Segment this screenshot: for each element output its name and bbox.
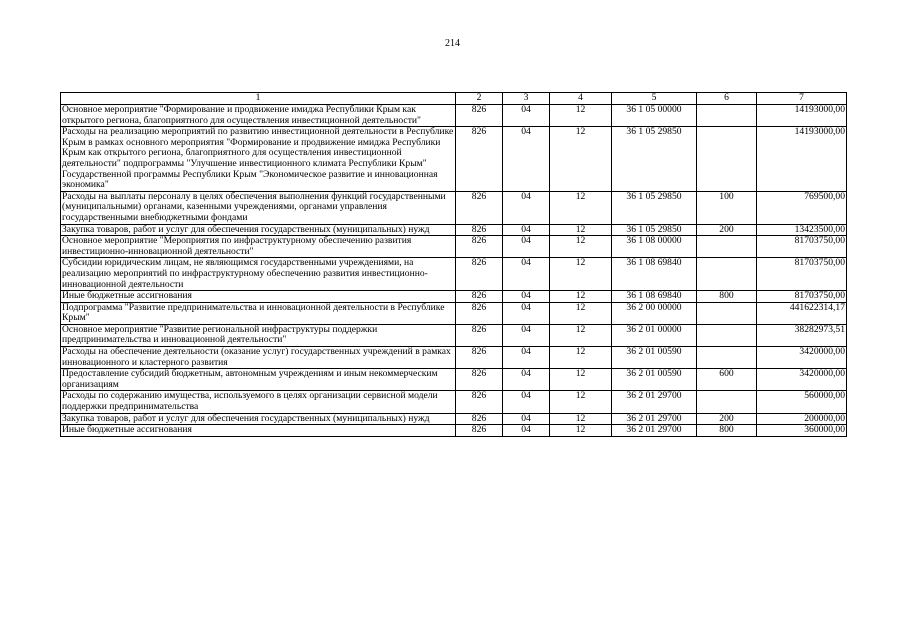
cell-grbs: 826 [456,224,503,236]
row-name: Расходы по содержанию имущества, используемого в целях организации сервисной модели поддержки предпринимательства [61,391,456,413]
cell-amount: 14193000,00 [757,127,847,192]
cell-target-article: 36 1 05 29850 [612,127,697,192]
cell-target-article: 36 1 05 29850 [612,224,697,236]
cell-section: 04 [503,224,550,236]
cell-section: 04 [503,105,550,127]
table-row [61,105,847,127]
row-name: Предоставление субсидий бюджетным, автономным учреждениям и иным некоммерческим организациям [61,369,456,391]
row-name: Иные бюджетные ассигнования [61,291,456,303]
column-header: 5 [612,93,697,105]
cell-section: 04 [503,291,550,303]
cell-target-article: 36 1 05 00000 [612,105,697,127]
cell-target-article: 36 2 01 29700 [612,413,697,425]
cell-target-article: 36 1 08 69840 [612,291,697,303]
cell-expense-type [697,347,757,369]
cell-target-article: 36 2 00 00000 [612,302,697,324]
cell-grbs: 826 [456,236,503,258]
cell-grbs: 826 [456,191,503,224]
cell-subsection: 12 [550,413,612,425]
cell-expense-type [697,105,757,127]
table-row [61,236,847,258]
table-row [61,413,847,425]
table-row [61,127,847,192]
cell-expense-type [697,302,757,324]
cell-section: 04 [503,236,550,258]
row-name: Основное мероприятие "Формирование и продвижение имиджа Республики Крым как открытого региона, благоприятного для осуществления инвестиционной деятельности" [61,105,456,127]
cell-subsection: 12 [550,291,612,303]
cell-subsection: 12 [550,224,612,236]
cell-target-article: 36 2 01 00590 [612,369,697,391]
column-header: 3 [503,93,550,105]
cell-amount: 441622314,17 [757,302,847,324]
cell-section: 04 [503,191,550,224]
table-row [61,347,847,369]
cell-expense-type: 200 [697,224,757,236]
cell-expense-type [697,236,757,258]
table-body [61,105,847,437]
cell-amount: 81703750,00 [757,291,847,303]
cell-section: 04 [503,258,550,291]
cell-expense-type: 800 [697,425,757,437]
row-name: Основное мероприятие "Мероприятия по инфраструктурному обеспечению развития инвестиционно-инновационной деятельности" [61,236,456,258]
cell-subsection: 12 [550,425,612,437]
cell-expense-type: 100 [697,191,757,224]
cell-amount: 200000,00 [757,413,847,425]
cell-amount: 3420000,00 [757,369,847,391]
cell-section: 04 [503,425,550,437]
column-header: 6 [697,93,757,105]
column-header: 4 [550,93,612,105]
cell-amount: 360000,00 [757,425,847,437]
budget-table [60,92,847,437]
row-name: Подпрограмма "Развитие предпринимательства и инновационной деятельности в Республике Крым" [61,302,456,324]
row-name: Закупка товаров, работ и услуг для обеспечения государственных (муниципальных) нужд [61,224,456,236]
cell-grbs: 826 [456,105,503,127]
cell-amount: 38282973,51 [757,324,847,346]
cell-section: 04 [503,324,550,346]
cell-amount: 3420000,00 [757,347,847,369]
cell-grbs: 826 [456,391,503,413]
cell-section: 04 [503,391,550,413]
row-name: Иные бюджетные ассигнования [61,425,456,437]
cell-grbs: 826 [456,302,503,324]
cell-subsection: 12 [550,347,612,369]
table-row [61,224,847,236]
page-number: 214 [445,38,460,49]
cell-subsection: 12 [550,369,612,391]
cell-section: 04 [503,413,550,425]
cell-expense-type: 600 [697,369,757,391]
cell-grbs: 826 [456,324,503,346]
cell-expense-type [697,391,757,413]
cell-subsection: 12 [550,258,612,291]
cell-grbs: 826 [456,413,503,425]
cell-amount: 769500,00 [757,191,847,224]
cell-target-article: 36 2 01 00000 [612,324,697,346]
cell-section: 04 [503,369,550,391]
cell-grbs: 826 [456,291,503,303]
table-row [61,191,847,224]
column-header: 1 [61,93,456,105]
cell-amount: 13423500,00 [757,224,847,236]
column-header: 2 [456,93,503,105]
cell-amount: 81703750,00 [757,236,847,258]
cell-section: 04 [503,127,550,192]
table-row [61,302,847,324]
cell-amount: 560000,00 [757,391,847,413]
cell-target-article: 36 2 01 29700 [612,425,697,437]
cell-expense-type [697,258,757,291]
cell-grbs: 826 [456,258,503,291]
table-row [61,391,847,413]
row-name: Субсидии юридическим лицам, не являющимся государственными учреждениями, на реализацию мероприятий по инфраструктурному обеспечению развития инвестиционно-инновационной деятельности [61,258,456,291]
cell-amount: 14193000,00 [757,105,847,127]
cell-subsection: 12 [550,236,612,258]
row-name: Расходы на выплаты персоналу в целях обеспечения выполнения функций государственными (муниципальными) органами, казенными учреждениями, органами управления государственными внебюджетными фондами [61,191,456,224]
table-row [61,425,847,437]
table-row [61,291,847,303]
cell-grbs: 826 [456,347,503,369]
cell-section: 04 [503,302,550,324]
row-name: Основное мероприятие "Развитие региональной инфраструктуры поддержки предпринимательства и инновационной деятельности" [61,324,456,346]
cell-expense-type: 200 [697,413,757,425]
table-row [61,369,847,391]
cell-expense-type [697,324,757,346]
cell-expense-type: 800 [697,291,757,303]
cell-subsection: 12 [550,105,612,127]
column-header: 7 [757,93,847,105]
row-name: Расходы на реализацию мероприятий по развитию инвестиционной деятельности в Республике Крым в рамках основного мероприятия "Формирование и продвижение имиджа Республики Крым как открытого региона, благоприятного для осуществления инвестиционной деятельности" подпрограммы "Улучшение инвестиционного климата Республики Крым" Государственной программы Республики Крым "Экономическое развитие и инновационная экономика" [61,127,456,192]
header-row [61,93,847,105]
table-row [61,258,847,291]
cell-subsection: 12 [550,191,612,224]
cell-subsection: 12 [550,391,612,413]
cell-section: 04 [503,347,550,369]
cell-target-article: 36 1 08 00000 [612,236,697,258]
cell-target-article: 36 2 01 00590 [612,347,697,369]
cell-expense-type [697,127,757,192]
row-name: Закупка товаров, работ и услуг для обеспечения государственных (муниципальных) нужд [61,413,456,425]
row-name: Расходы на обеспечение деятельности (оказание услуг) государственных учреждений в рамках инновационного и кластерного развития [61,347,456,369]
table-row [61,324,847,346]
cell-target-article: 36 1 05 29850 [612,191,697,224]
cell-subsection: 12 [550,302,612,324]
cell-grbs: 826 [456,425,503,437]
cell-amount: 81703750,00 [757,258,847,291]
cell-grbs: 826 [456,127,503,192]
cell-subsection: 12 [550,324,612,346]
cell-subsection: 12 [550,127,612,192]
cell-target-article: 36 2 01 29700 [612,391,697,413]
cell-target-article: 36 1 08 69840 [612,258,697,291]
cell-grbs: 826 [456,369,503,391]
